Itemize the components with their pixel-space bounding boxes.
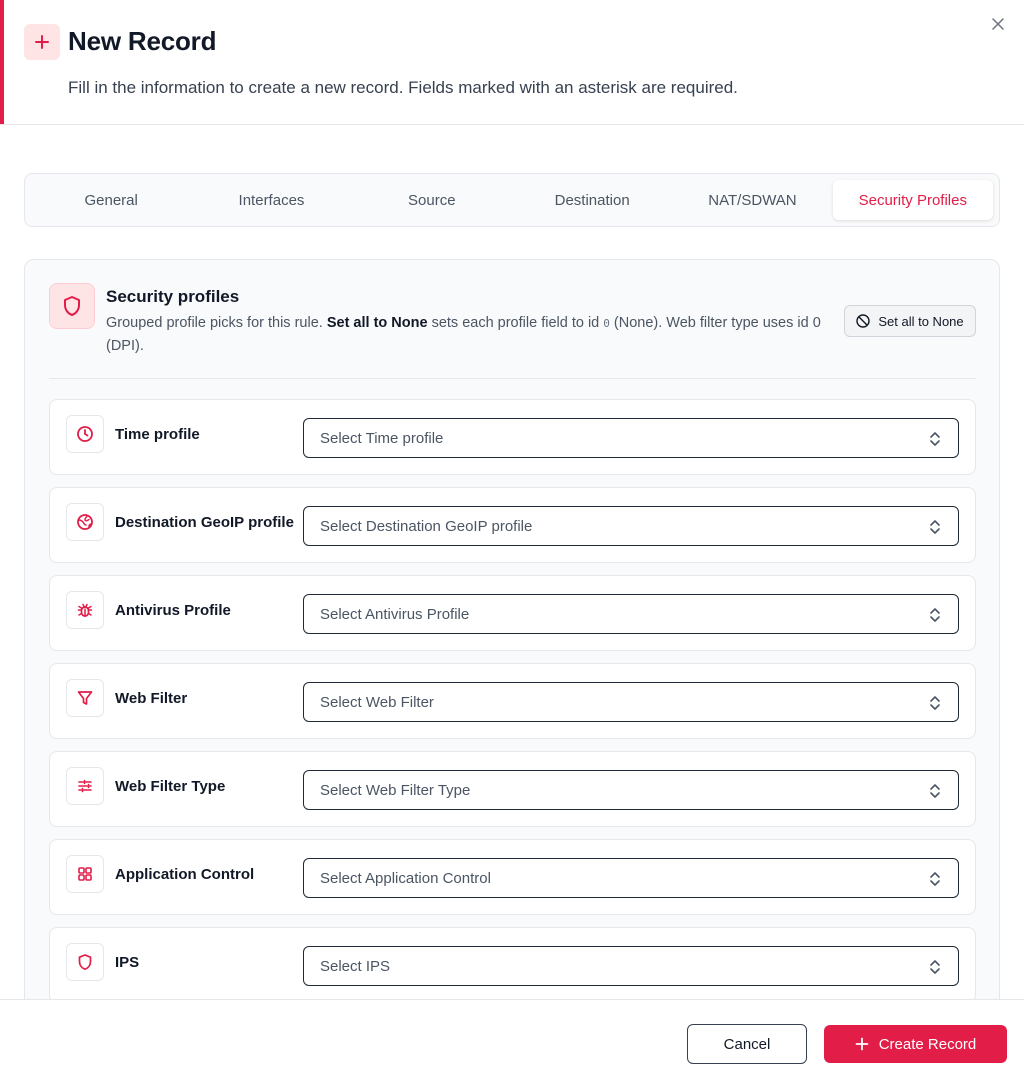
chevron-up-down-icon <box>928 519 942 535</box>
divider <box>49 378 976 379</box>
profile-row-web-filter <box>49 663 976 739</box>
shield-icon <box>66 943 104 981</box>
profile-label: Application Control <box>115 866 255 883</box>
chevron-up-down-icon <box>928 607 942 623</box>
tab-destination[interactable]: Destination <box>554 191 630 209</box>
section-title: Security profiles <box>106 287 240 306</box>
chevron-up-down-icon <box>928 871 942 887</box>
create-record-button[interactable]: Create Record <box>824 1025 1007 1063</box>
tab-security-profiles[interactable]: Security Profiles <box>833 180 993 220</box>
time-profile-select[interactable]: Select Time profile <box>303 418 959 458</box>
section-description: Grouped profile picks for this rule. Set all to None sets each profile field to id 0 (None). Web filter type uses id 0 (DPI). <box>106 315 821 354</box>
profile-row-ips <box>49 927 976 1003</box>
grid-icon <box>66 855 104 893</box>
chevron-up-down-icon <box>928 695 942 711</box>
destination-geoip-select[interactable]: Select Destination GeoIP profile <box>303 506 959 546</box>
application-control-select[interactable]: Select Application Control <box>303 858 959 898</box>
globe-icon <box>66 503 104 541</box>
ban-icon <box>856 314 870 328</box>
profile-label: Destination GeoIP profile <box>115 514 294 531</box>
bug-icon <box>66 591 104 629</box>
security-profiles-card <box>24 259 1000 1019</box>
tab-bar <box>24 173 1000 227</box>
antivirus-profile-select[interactable]: Select Antivirus Profile <box>303 594 959 634</box>
profile-label: IPS <box>115 954 140 971</box>
tab-general[interactable]: General <box>84 191 138 209</box>
profile-list <box>49 399 976 1015</box>
clock-icon <box>66 415 104 453</box>
profile-label: Web Filter <box>115 690 188 707</box>
chevron-up-down-icon <box>928 431 942 447</box>
header-accent-bar <box>0 0 4 124</box>
sliders-icon <box>66 767 104 805</box>
profile-row-antivirus <box>49 575 976 651</box>
page-description: Fill in the information to create a new record. Fields marked with an asterisk are required. <box>68 78 738 97</box>
filter-icon <box>66 679 104 717</box>
profile-row-geoip <box>49 487 976 563</box>
dialog-footer <box>0 999 1024 1080</box>
plus-icon <box>24 24 60 60</box>
shield-icon <box>49 283 95 329</box>
profile-row-web-filter-type <box>49 751 976 827</box>
ips-select[interactable]: Select IPS <box>303 946 959 986</box>
dialog-header <box>0 0 1024 125</box>
chevron-up-down-icon <box>928 959 942 975</box>
tab-source[interactable]: Source <box>408 191 456 209</box>
web-filter-select[interactable]: Select Web Filter <box>303 682 959 722</box>
profile-label: Time profile <box>115 426 200 443</box>
profile-label: Web Filter Type <box>115 778 226 795</box>
close-icon[interactable] <box>988 14 1008 34</box>
tab-interfaces[interactable]: Interfaces <box>238 191 305 209</box>
page-title: New Record <box>68 26 217 56</box>
chevron-up-down-icon <box>928 783 942 799</box>
profile-row-time <box>49 399 976 475</box>
profile-row-application-control <box>49 839 976 915</box>
set-all-none-button[interactable]: Set all to None <box>844 305 976 337</box>
cancel-button[interactable]: Cancel <box>687 1024 807 1064</box>
plus-icon <box>855 1037 869 1051</box>
tab-nat-sdwan[interactable]: NAT/SDWAN <box>708 191 797 209</box>
profile-label: Antivirus Profile <box>115 602 231 619</box>
web-filter-type-select[interactable]: Select Web Filter Type <box>303 770 959 810</box>
